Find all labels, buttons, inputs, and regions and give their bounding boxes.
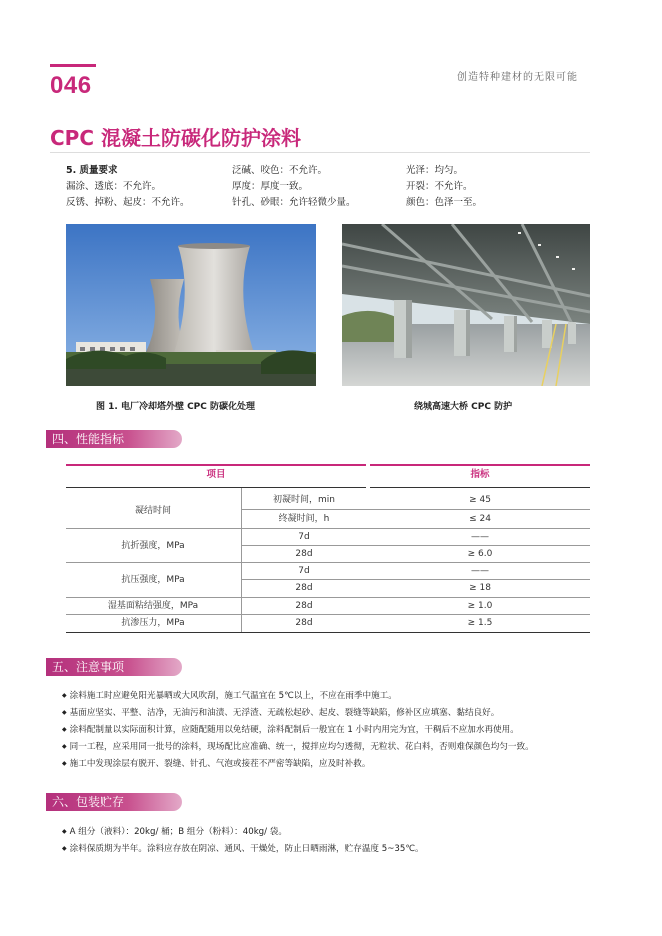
packaging-item: ◆ A 组分（液料）：20kg/ 桶；B 组分（粉料）：40kg/ 袋。 [62,825,287,837]
table-header-value: 指标 [470,469,490,480]
table-top-rule [66,464,366,466]
photo-caption-left: 图 1. 电厂冷却塔外壁 CPC 防碳化处理 [96,402,256,412]
table-header-item: 项目 [206,469,226,480]
quality-item: 光泽：均匀。 [406,165,464,176]
table-cell-sub: 28d [295,549,313,559]
table-cell-sub: 7d [298,532,310,542]
note-item: ◆ 涂料施工时应避免阳光暴晒或大风吹刮，施工气温宜在 5℃以上，不应在雨季中施工。 [62,689,397,701]
page-title: CPC 混凝土防碳化防护涂料 [50,126,301,150]
title-divider [50,152,590,153]
quality-item: 反锈、掉粉、起皮：不允许。 [66,197,190,208]
section-notes-heading: 五、注意事项 [46,658,182,676]
table-cell-group: 抗压强度，MPa [121,575,185,585]
page-number: 046 [50,72,92,99]
section-performance-heading: 四、性能指标 [46,430,182,448]
table-header-rule [370,487,590,488]
table-cell-sub: 28d [295,601,313,611]
quality-item: 开裂：不允许。 [406,181,473,192]
table-cell-sub: 28d [295,618,313,628]
table-row-rule [66,597,590,598]
table-col-rule [241,488,242,632]
note-item: ◆ 基面应坚实、平整、洁净，无油污和油渍、无浮渣、无疏松起砂、起皮、裂缝等缺陷，修补区应填塞、黏结良好。 [62,706,499,718]
table-cell-value: ≤ 24 [469,514,491,524]
quality-item: 针孔、砂眼：允许轻微少量。 [232,197,356,208]
cooling-tower-photo [66,224,316,386]
packaging-item: ◆ 涂料保质期为半年。涂料应存放在阴凉、通风、干燥处，防止日晒雨淋，贮存温度 5~35℃。 [62,842,424,854]
table-cell-group: 湿基面粘结强度，MPa [107,601,199,611]
table-cell-value: —— [471,566,489,576]
header-slogan: 创造特种建材的无限可能 [457,72,578,83]
table-cell-group: 抗渗压力，MPa [121,618,185,628]
table-row-rule [66,562,590,563]
quality-item: 漏涂、透底：不允许。 [66,181,162,192]
highway-bridge-photo [342,224,590,386]
table-cell-value: ≥ 1.5 [467,618,493,628]
table-cell-sub: 初凝时间，min [273,495,335,505]
table-cell-group: 凝结时间 [134,506,171,516]
section-packaging-heading: 六、包装贮存 [46,793,182,811]
table-header-rule [66,487,366,488]
table-row-rule [66,528,590,529]
table-cell-value: ≥ 1.0 [467,601,493,611]
table-bottom-rule [66,632,590,633]
quality-heading: 5. 质量要求 [66,165,118,176]
photo-caption-right: 绕城高速大桥 CPC 防护 [414,402,513,412]
quality-item: 颜色：色泽一至。 [406,197,483,208]
table-cell-sub: 7d [298,566,310,576]
table-cell-sub: 28d [295,583,313,593]
table-cell-value: ≥ 18 [469,583,491,593]
table-cell-group: 抗折强度，MPa [121,541,185,551]
note-item: ◆ 施工中发现涂层有脱开、裂缝、针孔、气泡或接茬不严密等缺陷，应及时补救。 [62,757,370,769]
table-cell-sub: 终凝时间，h [278,514,330,524]
table-top-rule [370,464,590,466]
table-row-rule [242,579,590,580]
table-cell-value: —— [471,532,489,542]
quality-item: 厚度：厚度一致。 [232,181,309,192]
table-row-rule [66,614,590,615]
table-cell-value: ≥ 6.0 [467,549,493,559]
note-item: ◆ 涂料配制量以实际面积计算，应随配随用以免结硬，涂料配制后一般宜在 1 小时内用完为宜，干稠后不应加水再使用。 [62,723,519,735]
quality-item: 泛碱、咬色：不允许。 [232,165,328,176]
page-number-rule [50,64,96,67]
note-item: ◆ 同一工程，应采用同一批号的涂料，现场配比应准确、统一，搅拌应均匀透彻，无粒状、花白料，否则难保颜色均匀一致。 [62,740,534,752]
table-cell-value: ≥ 45 [469,495,491,505]
table-row-rule [242,545,590,546]
table-row-rule [242,509,590,510]
